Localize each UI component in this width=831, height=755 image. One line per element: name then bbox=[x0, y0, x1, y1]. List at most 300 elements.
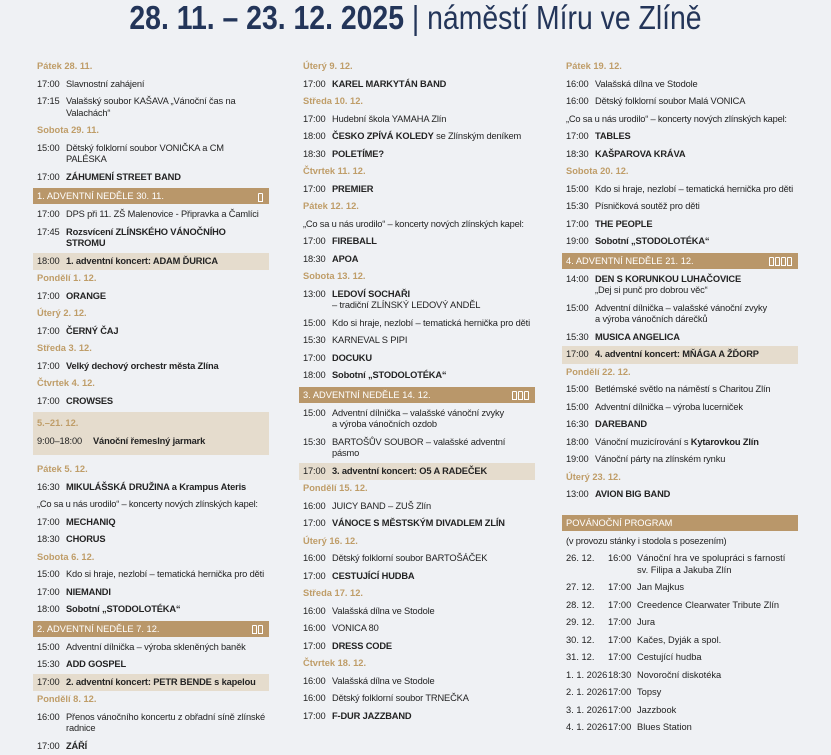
event-text bbox=[332, 437, 531, 460]
event-text bbox=[595, 454, 725, 466]
event-row bbox=[299, 332, 535, 350]
event-text bbox=[595, 219, 652, 231]
candle-icon bbox=[781, 257, 786, 266]
event-time: 15:30 bbox=[303, 437, 332, 460]
event-text bbox=[332, 289, 480, 312]
event-text bbox=[332, 149, 384, 161]
event-date: 29. 12. bbox=[566, 617, 608, 629]
event-text bbox=[332, 641, 392, 653]
event-title-bold: ADD GOSPEL bbox=[66, 659, 126, 669]
event-title-bold: KAREL MARKYTÁN BAND bbox=[332, 79, 446, 89]
event-time: 17:45 bbox=[37, 227, 66, 250]
day-heading: Úterý 9. 12. bbox=[299, 58, 535, 76]
event-row bbox=[299, 350, 535, 368]
day-heading: Pátek 12. 12. bbox=[299, 198, 535, 216]
event-text bbox=[595, 274, 741, 297]
event-row bbox=[33, 169, 269, 187]
title-dates: 28. 11. – 23. 12. 2025 bbox=[129, 0, 404, 36]
event-text bbox=[332, 335, 407, 347]
event-text: Blues Station bbox=[637, 722, 692, 734]
event-text: Jan Majkus bbox=[637, 582, 684, 594]
event-time: 15:30 bbox=[566, 201, 595, 213]
event-text: Jura bbox=[637, 617, 655, 629]
event-title-bold: CESTUJÍCÍ HUDBA bbox=[332, 571, 414, 581]
event-time: 17:00 bbox=[303, 114, 332, 126]
event-row bbox=[33, 393, 269, 411]
event-time: 14:00 bbox=[566, 274, 595, 297]
event-text bbox=[595, 236, 709, 248]
event-row bbox=[33, 206, 269, 224]
event-date: 28. 12. bbox=[566, 600, 608, 612]
event-text bbox=[332, 693, 469, 705]
event-text: Jazzbook bbox=[637, 705, 676, 717]
event-text-part: Vánoční párty na zlínském rynku bbox=[595, 454, 725, 464]
event-title-bold: ČESKO ZPÍVÁ KOLEDY bbox=[332, 131, 434, 141]
event-title-bold: KAŠPAROVA KRÁVA bbox=[595, 149, 685, 159]
event-row bbox=[299, 568, 535, 586]
program-column-3 bbox=[562, 58, 798, 737]
day-heading: Čtvrtek 4. 12. bbox=[33, 375, 269, 393]
event-time: 17:00 bbox=[303, 184, 332, 196]
event-date: 4. 1. 2026 bbox=[566, 722, 608, 734]
event-text-part: se Zlínským deníkem bbox=[434, 131, 521, 141]
event-date: 1. 1. 2026 bbox=[566, 670, 608, 682]
day-heading: Čtvrtek 18. 12. bbox=[299, 655, 535, 673]
event-time: 16:00 bbox=[303, 501, 332, 513]
event-time: 15:00 bbox=[37, 143, 66, 166]
candle-icon bbox=[258, 625, 263, 634]
event-row bbox=[33, 433, 269, 451]
event-title-bold: ZÁHUMENÍ STREET BAND bbox=[66, 172, 181, 182]
day-heading: Pondělí 8. 12. bbox=[33, 691, 269, 709]
event-title-bold: Sobotní „STODOLOTÉKA“ bbox=[595, 236, 709, 246]
program-column-1 bbox=[33, 58, 269, 755]
event-row bbox=[299, 434, 535, 463]
event-text bbox=[332, 676, 435, 688]
event-text bbox=[66, 256, 218, 268]
event-row bbox=[562, 93, 798, 111]
event-time: 17:00 bbox=[566, 219, 595, 231]
event-text bbox=[66, 326, 118, 338]
event-row bbox=[33, 323, 269, 341]
event-time: 16:30 bbox=[37, 482, 66, 494]
event-row bbox=[562, 198, 798, 216]
event-time: 16:00 bbox=[303, 553, 332, 565]
event-time: 16:00 bbox=[303, 606, 332, 618]
event-text bbox=[595, 437, 759, 449]
event-title-bold: DRESS CODE bbox=[332, 641, 392, 651]
event-row bbox=[33, 531, 269, 549]
event-text-part: Valašský soubor KAŠAVA „Vánoční čas na Valachách“ bbox=[66, 96, 235, 118]
event-row bbox=[562, 128, 798, 146]
event-row bbox=[299, 146, 535, 164]
event-text-part: Valašská dílna ve Stodole bbox=[332, 606, 435, 616]
event-time: 17:00 bbox=[608, 652, 637, 664]
event-text: Cestující hudba bbox=[637, 652, 702, 664]
event-time: 17:00 bbox=[608, 722, 637, 734]
event-text-part: DPS při 11. ZŠ Malenovice - Připravka a Čamlíci bbox=[66, 209, 259, 219]
event-text bbox=[332, 518, 505, 530]
event-time: 17:00 bbox=[608, 617, 637, 629]
event-text-part: „Dej si punč pro dobrou věc“ bbox=[595, 285, 708, 295]
banner-label: 1. ADVENTNÍ NEDĚLE 30. 11. bbox=[37, 190, 164, 202]
event-title-bold: VÁNOCE S MĚSTSKÝM DIVADLEM ZLÍN bbox=[332, 518, 505, 528]
event-time: 18:00 bbox=[303, 370, 332, 382]
program-note: „Co sa u nás urodilo“ – koncerty nových zlínských kapel: bbox=[299, 216, 535, 234]
event-row bbox=[33, 140, 269, 169]
event-row bbox=[299, 233, 535, 251]
event-time: 17:00 bbox=[566, 349, 595, 361]
post-christmas-row bbox=[562, 702, 798, 720]
event-text-part: Valašská dílna ve Stodole bbox=[595, 79, 698, 89]
event-text bbox=[332, 466, 487, 478]
event-title-bold: Sobotní „STODOLOTÉKA“ bbox=[66, 604, 180, 614]
day-heading: Středa 3. 12. bbox=[33, 340, 269, 358]
advent-sunday-banner bbox=[33, 188, 269, 204]
event-time: 15:00 bbox=[566, 184, 595, 196]
day-heading: Sobota 20. 12. bbox=[562, 163, 798, 181]
day-heading: Středa 10. 12. bbox=[299, 93, 535, 111]
event-row bbox=[299, 405, 535, 434]
event-date: 31. 12. bbox=[566, 652, 608, 664]
event-text bbox=[595, 79, 698, 91]
event-time: 17:00 bbox=[37, 326, 66, 338]
event-row bbox=[299, 498, 535, 516]
event-text bbox=[332, 623, 379, 635]
event-title-bold: DEN S KORUNKOU LUHAČOVICE bbox=[595, 274, 741, 284]
event-row bbox=[562, 486, 798, 504]
event-time: 17:00 bbox=[37, 79, 66, 91]
event-text bbox=[66, 517, 115, 529]
day-heading: Úterý 16. 12. bbox=[299, 533, 535, 551]
event-title-bold: APOA bbox=[332, 254, 358, 264]
event-title-bold: 1. adventní koncert: ADAM ĎURICA bbox=[66, 256, 218, 266]
event-text bbox=[66, 587, 111, 599]
day-heading: Pátek 19. 12. bbox=[562, 58, 798, 76]
event-row bbox=[562, 146, 798, 164]
candle-icon bbox=[775, 257, 780, 266]
day-heading: Úterý 2. 12. bbox=[33, 305, 269, 323]
event-title-bold: CHORUS bbox=[66, 534, 105, 544]
event-text-part: Valašská dílna ve Stodole bbox=[332, 676, 435, 686]
event-title-bold: LEDOVÍ SOCHAŘI bbox=[332, 289, 410, 299]
event-text bbox=[66, 569, 264, 581]
event-text-part: VONICA 80 bbox=[332, 623, 379, 633]
event-row bbox=[299, 673, 535, 691]
event-text bbox=[66, 659, 126, 671]
event-title-bold: ORANGE bbox=[66, 291, 106, 301]
event-row bbox=[33, 584, 269, 602]
event-title-bold: POLETÍME? bbox=[332, 149, 384, 159]
event-time: 17:00 bbox=[303, 711, 332, 723]
event-time: 15:00 bbox=[37, 569, 66, 581]
event-title-bold: DAREBAND bbox=[595, 419, 647, 429]
event-row bbox=[299, 315, 535, 333]
event-row bbox=[299, 708, 535, 726]
banner-label: 2. ADVENTNÍ NEDĚLE 7. 12. bbox=[37, 623, 159, 635]
event-title-bold: DOCUKU bbox=[332, 353, 372, 363]
event-time: 18:30 bbox=[303, 149, 332, 161]
event-row bbox=[33, 76, 269, 94]
event-text bbox=[332, 606, 435, 618]
candle-icon bbox=[512, 391, 517, 400]
post-christmas-row bbox=[562, 579, 798, 597]
candle-icon bbox=[258, 193, 263, 202]
event-text bbox=[66, 396, 113, 408]
event-row bbox=[299, 128, 535, 146]
candle-icon bbox=[769, 257, 774, 266]
event-row bbox=[299, 367, 535, 385]
event-row bbox=[33, 738, 269, 755]
event-time: 16:30 bbox=[566, 419, 595, 431]
title-separator: | bbox=[412, 0, 419, 36]
day-heading: Pondělí 15. 12. bbox=[299, 480, 535, 498]
event-text bbox=[595, 149, 685, 161]
event-title-bold: 4. adventní koncert: MŇÁGA A ŽĎORP bbox=[595, 349, 759, 359]
event-text bbox=[66, 677, 256, 689]
event-time: 17:00 bbox=[566, 131, 595, 143]
event-time: 15:30 bbox=[37, 659, 66, 671]
event-text bbox=[332, 254, 358, 266]
event-text-part: Dětský folklorní soubor Malá VONICA bbox=[595, 96, 745, 106]
banner-label: 3. ADVENTNÍ NEDĚLE 14. 12. bbox=[303, 389, 431, 401]
event-title-bold: F-DUR JAZZBAND bbox=[332, 711, 412, 721]
event-text bbox=[332, 711, 412, 723]
event-time: 17:00 bbox=[303, 353, 332, 365]
event-time: 18:30 bbox=[303, 254, 332, 266]
event-time: 17:00 bbox=[608, 687, 637, 699]
event-title-bold: 3. adventní koncert: O5 A RADEČEK bbox=[332, 466, 487, 476]
event-row bbox=[562, 216, 798, 234]
event-row bbox=[562, 233, 798, 251]
page-title bbox=[58, 0, 773, 38]
event-time: 18:30 bbox=[566, 149, 595, 161]
event-row bbox=[562, 300, 798, 329]
event-row bbox=[562, 381, 798, 399]
event-text bbox=[332, 131, 521, 143]
event-title-bold: CROWSES bbox=[66, 396, 113, 406]
event-row bbox=[299, 181, 535, 199]
event-time: 16:00 bbox=[303, 676, 332, 688]
post-christmas-row bbox=[562, 667, 798, 685]
event-row bbox=[562, 181, 798, 199]
event-time: 17:00 bbox=[37, 741, 66, 753]
event-time: 17:00 bbox=[608, 600, 637, 612]
event-time: 17:00 bbox=[37, 291, 66, 303]
event-date: 2. 1. 2026 bbox=[566, 687, 608, 699]
event-row bbox=[33, 709, 269, 738]
event-text-part: Přenos vánočního koncertu z obřadní síně zlínské radnice bbox=[66, 712, 265, 734]
event-time: 13:00 bbox=[566, 489, 595, 501]
program-note: „Co sa u nás urodilo“ – koncerty nových zlínských kapel: bbox=[562, 111, 798, 129]
event-row bbox=[299, 638, 535, 656]
event-text-part: Slavnostní zahájení bbox=[66, 79, 144, 89]
event-row bbox=[299, 603, 535, 621]
event-date: 30. 12. bbox=[566, 635, 608, 647]
day-heading: Pátek 5. 12. bbox=[33, 461, 269, 479]
event-text: Creedence Clearwater Tribute Zlín bbox=[637, 600, 779, 612]
event-row bbox=[33, 656, 269, 674]
event-text bbox=[332, 114, 446, 126]
post-christmas-row bbox=[562, 614, 798, 632]
event-text bbox=[332, 79, 446, 91]
event-text bbox=[332, 318, 530, 330]
event-text bbox=[66, 209, 259, 221]
market-block bbox=[33, 412, 269, 455]
event-text bbox=[66, 741, 87, 753]
spacer bbox=[562, 504, 798, 513]
event-time: 15:00 bbox=[37, 642, 66, 654]
event-text bbox=[332, 184, 373, 196]
event-text-part: Kdo si hraje, nezlobí – tematická hernička pro děti bbox=[595, 184, 793, 194]
event-time: 15:00 bbox=[303, 408, 332, 431]
event-title-bold: MUSICA ANGELICA bbox=[595, 332, 680, 342]
event-text: Kačes, Dyják a spol. bbox=[637, 635, 721, 647]
event-text bbox=[332, 408, 504, 431]
event-time: 17:00 bbox=[303, 518, 332, 530]
event-text-part: Adventní dílnička – výroba skleněných baněk bbox=[66, 642, 246, 652]
event-row bbox=[299, 251, 535, 269]
event-text bbox=[595, 303, 767, 326]
event-title-bold: MECHANIQ bbox=[66, 517, 115, 527]
event-time: 18:30 bbox=[37, 534, 66, 546]
event-date: 27. 12. bbox=[566, 582, 608, 594]
event-row bbox=[299, 620, 535, 638]
event-row bbox=[33, 479, 269, 497]
event-title-bold: FIREBALL bbox=[332, 236, 377, 246]
event-row bbox=[33, 93, 269, 122]
event-time: 16:00 bbox=[303, 693, 332, 705]
event-time: 18:00 bbox=[566, 437, 595, 449]
event-title-bold: Velký dechový orchestr města Zlína bbox=[66, 361, 219, 371]
event-date: 26. 12. bbox=[566, 553, 608, 576]
post-christmas-row bbox=[562, 719, 798, 737]
day-heading: Čtvrtek 11. 12. bbox=[299, 163, 535, 181]
post-christmas-row bbox=[562, 684, 798, 702]
event-text: Topsy bbox=[637, 687, 661, 699]
event-title-bold: TABLES bbox=[595, 131, 631, 141]
event-time: 17:00 bbox=[303, 641, 332, 653]
advent-sunday-banner bbox=[562, 515, 798, 531]
event-row bbox=[299, 550, 535, 568]
event-text-part: – tradiční ZLÍNSKÝ LEDOVÝ ANDĚL bbox=[332, 300, 480, 310]
event-title-bold: Vánoční řemeslný jarmark bbox=[93, 436, 205, 446]
event-text-part: Adventní dílnička – výroba lucerniček bbox=[595, 402, 743, 412]
post-christmas-row bbox=[562, 597, 798, 615]
candle-icon bbox=[769, 256, 792, 265]
event-text bbox=[66, 291, 106, 303]
advent-concert-row bbox=[299, 463, 535, 481]
event-title-bold: PREMIER bbox=[332, 184, 373, 194]
advent-sunday-banner bbox=[299, 387, 535, 403]
event-text-part: JUICY BAND – ZUŠ Zlín bbox=[332, 501, 431, 511]
event-text bbox=[595, 419, 647, 431]
day-heading: Pondělí 22. 12. bbox=[562, 364, 798, 382]
event-title-bold: 2. adventní koncert: PETR BENDE s kapelou bbox=[66, 677, 256, 687]
event-text bbox=[66, 642, 246, 654]
event-row bbox=[562, 451, 798, 469]
event-text-part: Dětský folklorní soubor TRNEČKA bbox=[332, 693, 469, 703]
event-text bbox=[66, 361, 219, 373]
candle-icon bbox=[524, 391, 529, 400]
event-title-bold: ČERNÝ ČAJ bbox=[66, 326, 118, 336]
event-text bbox=[332, 370, 446, 382]
event-time: 15:00 bbox=[303, 318, 332, 330]
event-time: 17:00 bbox=[303, 571, 332, 583]
event-time: 17:00 bbox=[608, 582, 637, 594]
event-time: 17:00 bbox=[608, 705, 637, 717]
event-title-bold: MIKULÁŠSKÁ DRUŽINA a Krampus Ateris bbox=[66, 482, 246, 492]
day-heading: Sobota 29. 11. bbox=[33, 122, 269, 140]
event-text bbox=[332, 236, 377, 248]
event-time: 18:00 bbox=[37, 604, 66, 616]
event-text bbox=[66, 227, 265, 250]
event-text bbox=[595, 131, 631, 143]
event-row bbox=[33, 288, 269, 306]
event-text bbox=[66, 96, 265, 119]
event-time: 16:00 bbox=[608, 553, 637, 576]
event-time: 17:00 bbox=[608, 635, 637, 647]
event-time: 17:00 bbox=[37, 587, 66, 599]
event-row bbox=[33, 358, 269, 376]
event-text bbox=[66, 172, 181, 184]
event-text bbox=[66, 143, 265, 166]
event-time: 18:30 bbox=[608, 670, 637, 682]
event-text bbox=[66, 79, 144, 91]
post-christmas-row bbox=[562, 550, 798, 579]
event-text-part: Betlémské světlo na náměstí s Charitou Zlín bbox=[595, 384, 770, 394]
post-christmas-row bbox=[562, 632, 798, 650]
event-text bbox=[332, 501, 431, 513]
event-row bbox=[33, 514, 269, 532]
event-text-part: Dětský folklorní soubor BARTOŠÁČEK bbox=[332, 553, 487, 563]
event-time: 15:00 bbox=[566, 402, 595, 414]
event-text bbox=[93, 436, 205, 448]
event-text bbox=[332, 571, 414, 583]
candle-icon bbox=[518, 391, 523, 400]
event-row bbox=[562, 416, 798, 434]
event-row bbox=[562, 271, 798, 300]
event-time: 15:30 bbox=[566, 332, 595, 344]
event-row bbox=[562, 329, 798, 347]
event-title-bold: ZÁŘÍ bbox=[66, 741, 87, 751]
day-heading: Pondělí 1. 12. bbox=[33, 270, 269, 288]
event-time: 15:30 bbox=[303, 335, 332, 347]
candle-icon bbox=[252, 624, 263, 633]
event-text bbox=[595, 384, 770, 396]
event-text bbox=[595, 96, 745, 108]
event-time: 18:00 bbox=[303, 131, 332, 143]
event-row bbox=[33, 639, 269, 657]
event-text-part: Kdo si hraje, nezlobí – tematická hernička pro děti bbox=[66, 569, 264, 579]
event-time: 17:00 bbox=[37, 209, 66, 221]
event-time: 17:00 bbox=[303, 79, 332, 91]
event-text-part: Hudební škola YAMAHA Zlín bbox=[332, 114, 446, 124]
event-title-bold: AVION BIG BAND bbox=[595, 489, 670, 499]
event-time: 19:00 bbox=[566, 454, 595, 466]
candle-icon bbox=[787, 257, 792, 266]
event-time: 17:00 bbox=[303, 236, 332, 248]
program-column-2 bbox=[299, 58, 535, 725]
event-text: Novoroční diskotéka bbox=[637, 670, 721, 682]
title-place: náměstí Míru ve Zlíně bbox=[427, 0, 701, 36]
event-text-part: Vánoční muzicírování s bbox=[595, 437, 691, 447]
event-text bbox=[595, 184, 793, 196]
event-text-part: Adventní dílnička – valašské vánoční zvyky a výroba vánočních ozdob bbox=[332, 408, 504, 430]
event-title-bold: Kytarovkou Zlín bbox=[691, 437, 759, 447]
event-time: 16:00 bbox=[566, 96, 595, 108]
event-time: 17:15 bbox=[37, 96, 66, 119]
